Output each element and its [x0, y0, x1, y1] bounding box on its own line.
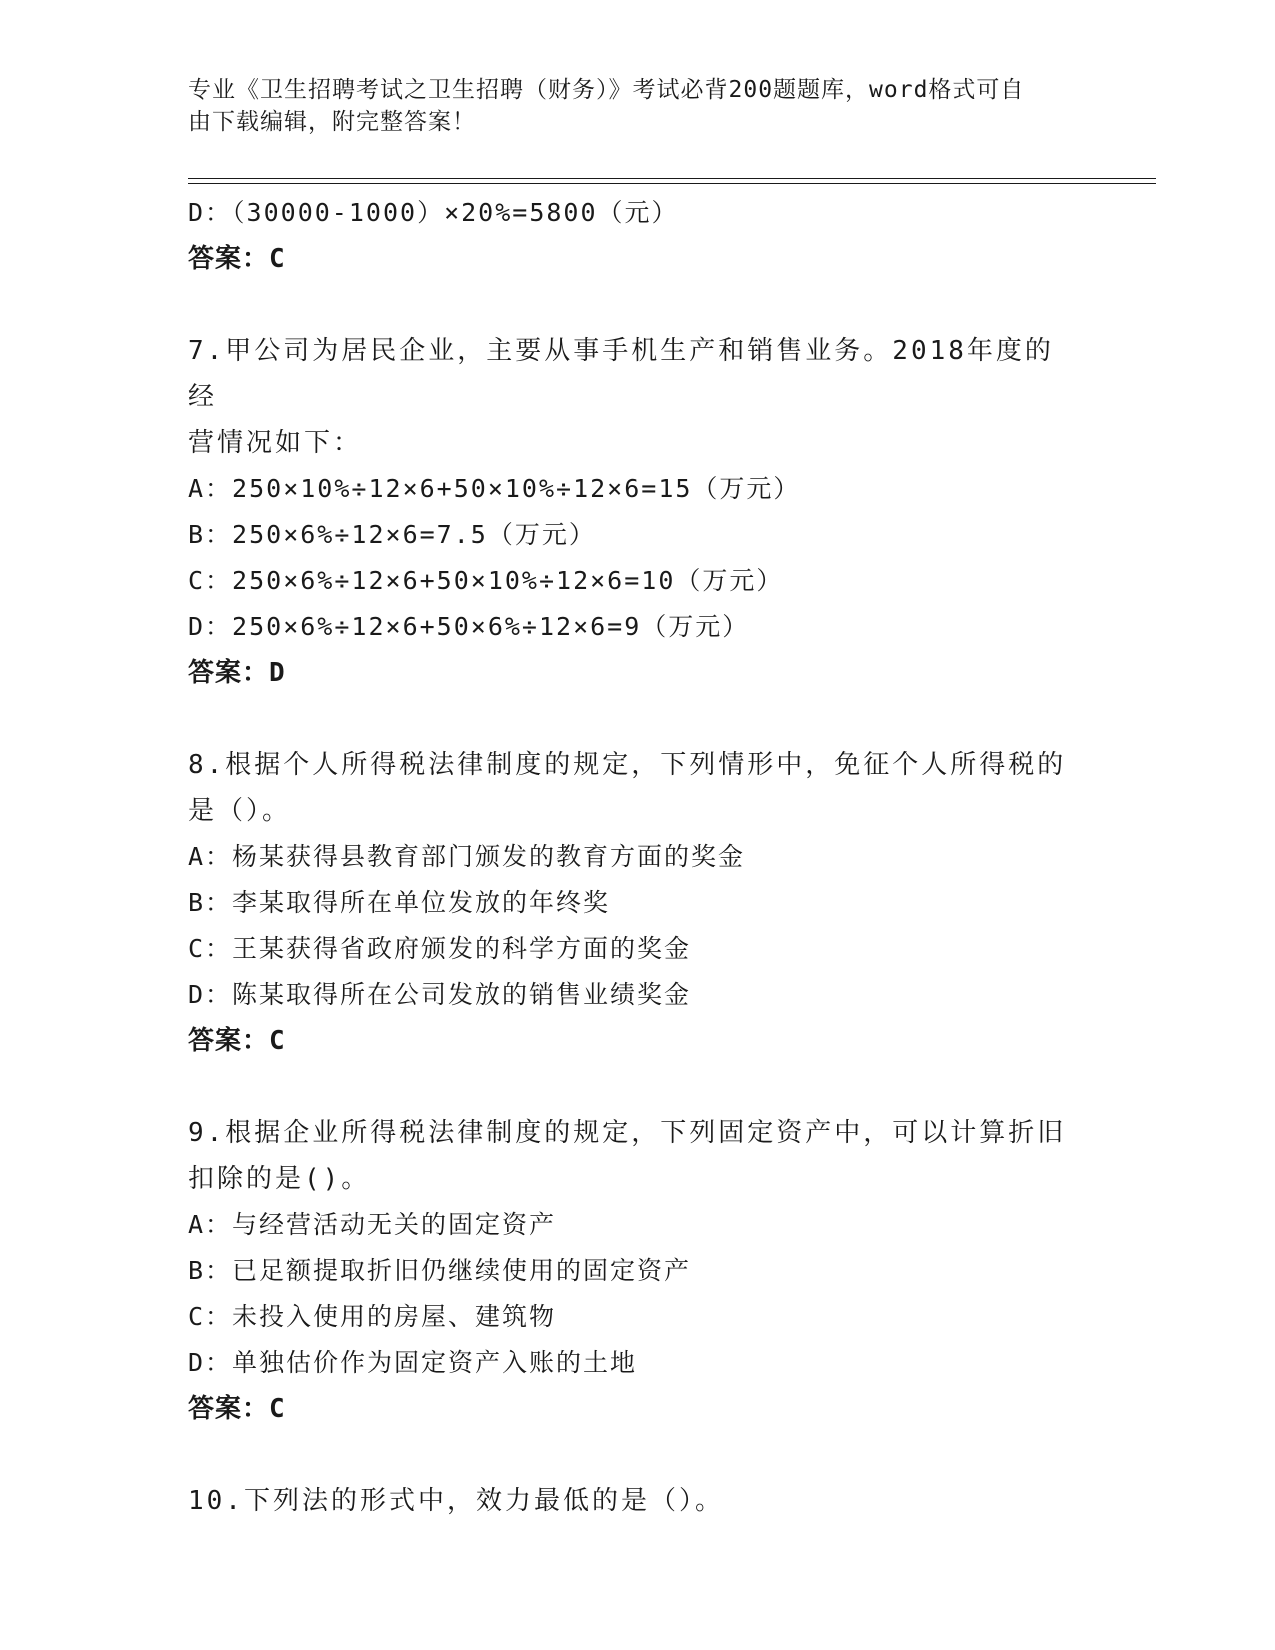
question-7-option-a: A：250×10%÷12×6+50×10%÷12×6=15（万元）: [188, 474, 801, 503]
question-8-answer: 答案：C: [188, 1026, 286, 1056]
header-line-1: 专业《卫生招聘考试之卫生招聘（财务）》考试必背200题题库，word格式可自: [188, 77, 1025, 103]
spacer: [188, 1064, 1088, 1110]
spacer: [188, 696, 1088, 742]
question-list: [188, 190, 1088, 1524]
question-8-option-d: D：陈某取得所在公司发放的销售业绩奖金: [188, 980, 692, 1009]
question-10-title: [188, 1478, 1068, 1524]
prev-answer: 答案：C: [188, 244, 286, 274]
prev-option-d: D：（30000-1000）×20%=5800（元）: [188, 198, 679, 227]
question-9-option-d: D：单独估价作为固定资产入账的土地: [188, 1348, 638, 1377]
question-8-option-a: A：杨某获得县教育部门颁发的教育方面的奖金: [188, 842, 746, 871]
question-9-option-c: C：未投入使用的房屋、建筑物: [188, 1302, 557, 1331]
question-10-title-line-1: 10.下列法的形式中，效力最低的是（）。: [188, 1486, 724, 1516]
question-7-option-d: D：250×6%÷12×6+50×6%÷12×6=9（万元）: [188, 612, 750, 641]
question-9-option-a: A：与经营活动无关的固定资产: [188, 1210, 557, 1239]
question-7-title: [188, 328, 1068, 466]
question-8-option-c: C：王某获得省政府颁发的科学方面的奖金: [188, 934, 692, 963]
spacer: [188, 282, 1088, 328]
question-7-title-line-1: 7.甲公司为居民企业，主要从事手机生产和销售业务。2018年度的经: [188, 336, 1054, 412]
question-8-title-line-1: 8.根据个人所得税法律制度的规定，下列情形中，免征个人所得税的: [188, 750, 1067, 780]
question-8-title: [188, 742, 1068, 834]
question-8-title-line-2: 是（）。: [188, 796, 292, 826]
question-7-title-line-2: 营情况如下：: [188, 428, 363, 458]
spacer: [188, 1432, 1088, 1478]
header-line-2: 由下载编辑，附完整答案！: [188, 109, 476, 135]
question-9-title-line-1: 9.根据企业所得税法律制度的规定，下列固定资产中，可以计算折旧: [188, 1118, 1067, 1148]
header-divider-bottom: [188, 183, 1156, 184]
question-7-option-b: B：250×6%÷12×6=7.5（万元）: [188, 520, 596, 549]
header-divider-top: [188, 178, 1156, 179]
question-7-option-c: C：250×6%÷12×6+50×10%÷12×6=10（万元）: [188, 566, 784, 595]
question-9-answer: 答案：C: [188, 1394, 286, 1424]
question-8-option-b: B：李某取得所在单位发放的年终奖: [188, 888, 611, 917]
question-9-option-b: B：已足额提取折旧仍继续使用的固定资产: [188, 1256, 692, 1285]
question-9-title: [188, 1110, 1068, 1202]
question-7-answer: 答案：D: [188, 658, 286, 688]
question-9-title-line-2: 扣除的是()。: [188, 1164, 371, 1194]
document-header: [188, 74, 1068, 138]
